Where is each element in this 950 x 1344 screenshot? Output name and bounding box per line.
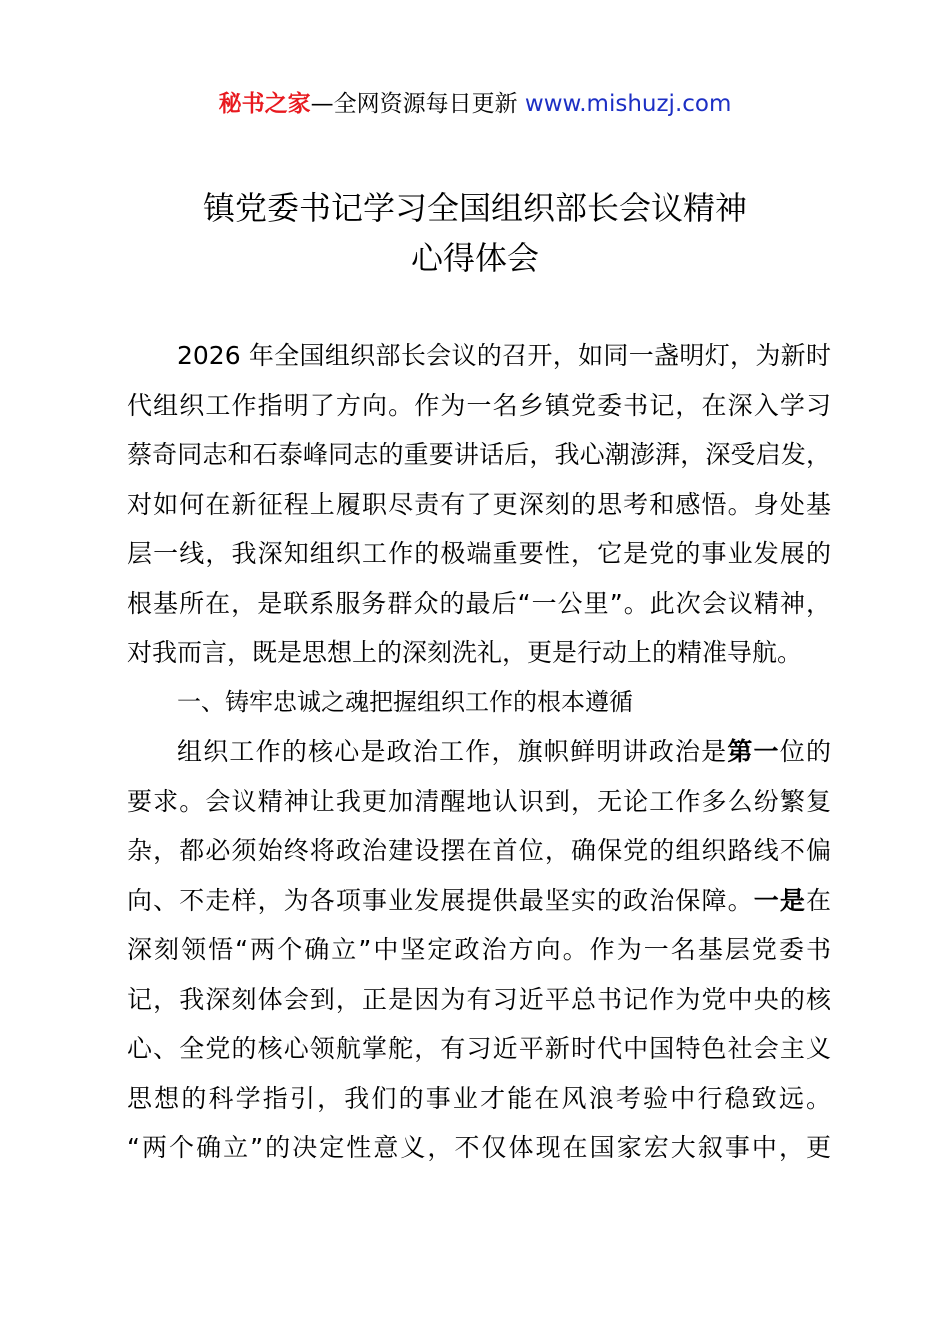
site-slogan: —全网资源每日更新 <box>310 91 525 117</box>
title-line-2: 心得体会 <box>410 239 539 277</box>
site-url-link[interactable]: www.mishuzj.com <box>524 91 732 117</box>
section-1-heading: 一、铸牢忠诚之魂把握组织工作的根本遵循 <box>177 687 633 716</box>
section-1-line-2: 要求。会议精神让我更加清醒地认识到，无论工作多么纷繁复 <box>127 786 831 816</box>
section-1-emphasis-first: 第一 <box>727 737 780 766</box>
document-body <box>127 331 831 1173</box>
paragraph-1-line-2: 代组织工作指明了方向。作为一名乡镇党委书记，在深入学习 <box>127 390 831 420</box>
paragraph-1-line-7: 对我而言，既是思想上的深刻洗礼，更是行动上的精准导航。 <box>127 638 803 667</box>
section-1-line-1 <box>127 727 831 777</box>
paragraph-1-line-3: 蔡奇同志和石泰峰同志的重要讲话后，我心潮澎湃，深受启发， <box>127 440 831 469</box>
section-1-line-4-text-a: 向、不走样，为各项事业发展提供最坚实的政治保障。 <box>127 885 754 915</box>
section-1-emphasis-one: 一是 <box>753 885 806 915</box>
section-1-line-7: 心、全党的核心领航掌舵，有习近平新时代中国特色社会主义 <box>127 1034 831 1063</box>
site-brand: 秘书之家 <box>218 91 311 117</box>
section-1-line-4 <box>127 876 831 926</box>
section-1-line-5: 深刻领悟“两个确立”中坚定政治方向。作为一名基层党委书 <box>127 935 831 964</box>
paragraph-1-line-5: 层一线，我深知组织工作的极端重要性，它是党的事业发展的 <box>127 539 831 568</box>
paragraph-1-line-6: 根基所在，是联系服务群众的最后“一公里”。此次会议精神， <box>127 588 831 618</box>
section-1-line-8: 思想的科学指引，我们的事业才能在风浪考验中行稳致远。 <box>127 1083 831 1113</box>
title-line-1: 镇党委书记学习全国组织部长会议精神 <box>202 189 747 227</box>
section-1-line-6: 记，我深刻体会到，正是因为有习近平总书记作为党中央的核 <box>127 984 831 1014</box>
section-1-line-1-text-a: 组织工作的核心是政治工作，旗帜鲜明讲政治是 <box>177 737 728 766</box>
document-title <box>0 183 950 283</box>
site-header <box>0 86 950 122</box>
paragraph-1-line-1: 2026 年全国组织部长会议的召开，如同一盏明灯，为新时 <box>177 341 831 370</box>
paragraph-1-line-4: 对如何在新征程上履职尽责有了更深刻的思考和感悟。身处基 <box>127 489 831 519</box>
section-1-line-1-text-b: 位的 <box>779 737 831 766</box>
section-1-line-3: 杂，都必须始终将政治建设摆在首位，确保党的组织路线不偏 <box>127 836 831 865</box>
section-1-line-9: “两个确立”的决定性意义，不仅体现在国家宏大叙事中，更 <box>127 1133 831 1162</box>
section-1-line-4-text-b: 在 <box>805 885 831 915</box>
